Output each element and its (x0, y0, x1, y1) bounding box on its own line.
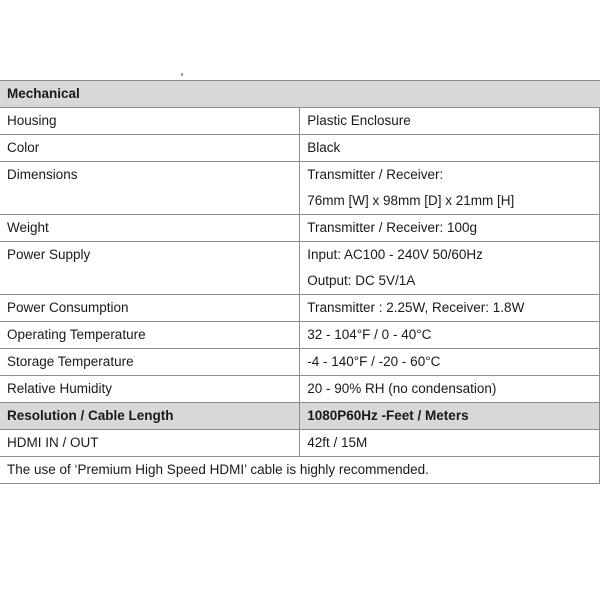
row-value-weight (300, 215, 600, 242)
table-row-hdmi-in-out (0, 430, 600, 457)
row-label-dimensions: Dimensions (0, 162, 300, 215)
section-header-resolution (0, 403, 600, 430)
section-header-value-resolution: 1080P60Hz -Feet / Meters (300, 403, 600, 430)
value-line: 42ft / 15M (307, 435, 368, 450)
value-line: 20 - 90% RH (no condensation) (307, 381, 497, 396)
row-value-operating-temperature (300, 322, 600, 349)
row-label-storage-temperature: Storage Temperature (0, 349, 300, 376)
row-value-color (300, 135, 600, 162)
value-line: Output: DC 5V/1A (307, 273, 416, 288)
value-line: 76mm [W] x 98mm [D] x 21mm [H] (307, 193, 515, 208)
spec-table (0, 80, 600, 484)
value-line: Transmitter / Receiver: 100g (307, 220, 478, 235)
value-line: 32 - 104°F / 0 - 40°C (307, 327, 432, 342)
row-value-power-supply (300, 242, 600, 295)
table-row-weight (0, 215, 600, 242)
row-value-relative-humidity (300, 376, 600, 403)
table-row-note (0, 457, 600, 484)
row-value-hdmi-in-out (300, 430, 600, 457)
row-label-hdmi-in-out: HDMI IN / OUT (0, 430, 300, 457)
row-value-storage-temperature (300, 349, 600, 376)
top-tick-mark (181, 73, 183, 76)
row-value-housing (300, 108, 600, 135)
section-title-mechanical: Mechanical (0, 81, 600, 108)
table-row-operating-temperature (0, 322, 600, 349)
value-line: -4 - 140°F / -20 - 60°C (307, 354, 441, 369)
section-header-mechanical (0, 81, 600, 108)
value-line: Plastic Enclosure (307, 113, 411, 128)
section-title-resolution: Resolution / Cable Length (0, 403, 300, 430)
row-label-operating-temperature: Operating Temperature (0, 322, 300, 349)
cable-recommendation-note: The use of ‘Premium High Speed HDMI’ cable is highly recommended. (0, 457, 600, 484)
table-row-power-consumption (0, 295, 600, 322)
row-label-housing: Housing (0, 108, 300, 135)
row-value-power-consumption (300, 295, 600, 322)
row-value-dimensions (300, 162, 600, 215)
value-line: Transmitter / Receiver: (307, 167, 444, 182)
table-row-power-supply (0, 242, 600, 295)
table-row-relative-humidity (0, 376, 600, 403)
table-row-color (0, 135, 600, 162)
row-label-relative-humidity: Relative Humidity (0, 376, 300, 403)
row-label-power-consumption: Power Consumption (0, 295, 300, 322)
value-line: Black (307, 140, 341, 155)
value-line: Input: AC100 - 240V 50/60Hz (307, 247, 483, 262)
table-row-dimensions (0, 162, 600, 215)
row-label-power-supply: Power Supply (0, 242, 300, 295)
row-label-weight: Weight (0, 215, 300, 242)
table-row-housing (0, 108, 600, 135)
table-row-storage-temperature (0, 349, 600, 376)
row-label-color: Color (0, 135, 300, 162)
value-line: Transmitter : 2.25W, Receiver: 1.8W (307, 300, 525, 315)
